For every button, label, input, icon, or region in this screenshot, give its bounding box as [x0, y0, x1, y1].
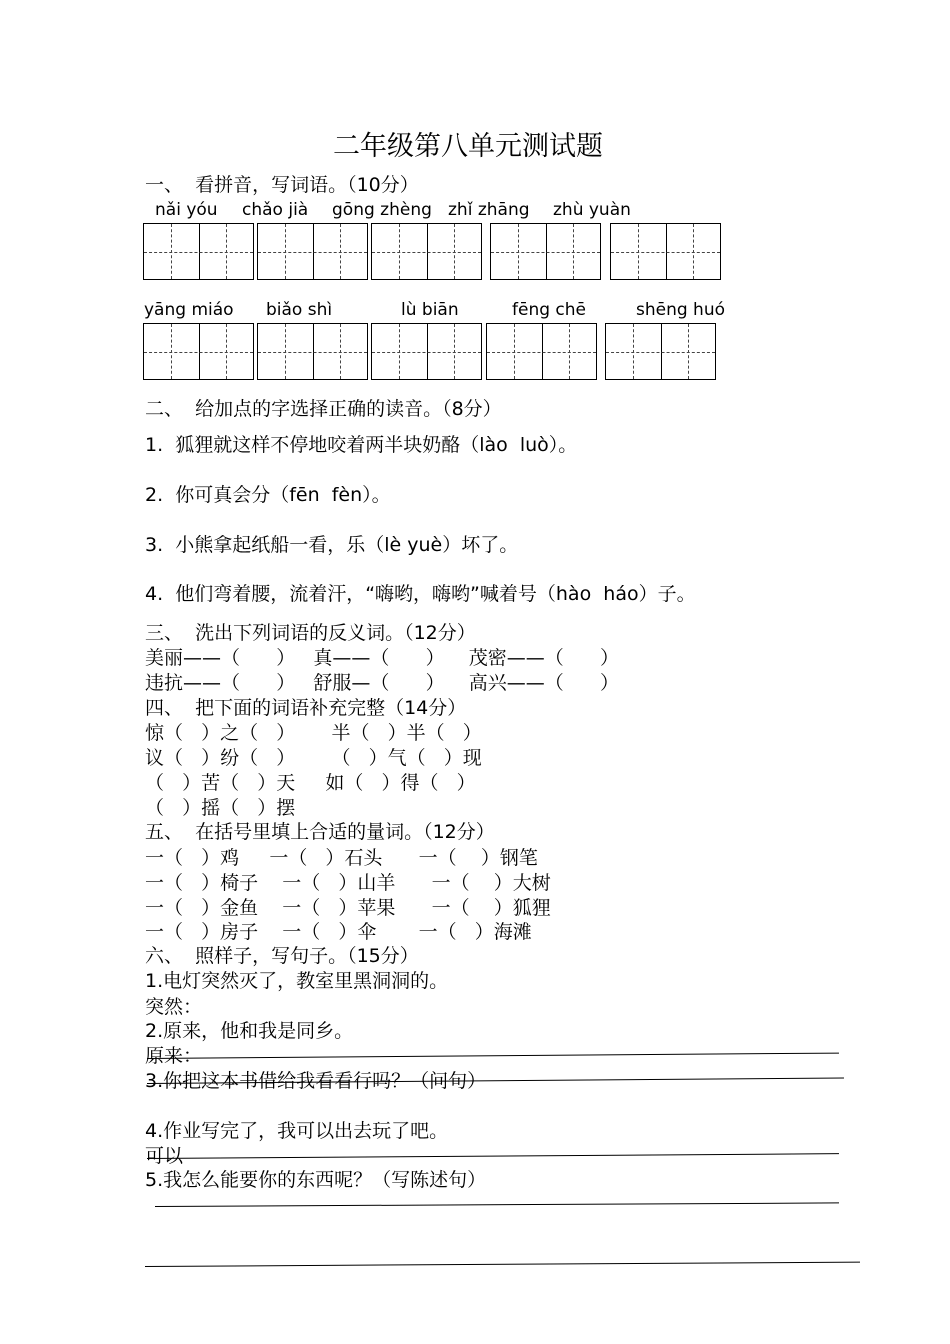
section3-heading: 三、 洗出下列词语的反义词。（12分） — [145, 622, 476, 644]
sentence-example: 2.原来，他和我是同乡。 — [145, 1020, 354, 1042]
measure-word-row: 一（ ）房子 一（ ）伞 一（ ）海滩 — [145, 921, 532, 943]
section4-heading: 四、 把下面的词语补充完整（14分） — [145, 697, 467, 719]
sentence-example: 5.我怎么能要你的东西呢？（写陈述句） — [145, 1169, 487, 1191]
question-item: 1. 狐狸就这样不停地咬着两半块奶酪（lào luò）。 — [145, 434, 578, 456]
sentence-example: 1.电灯突然灭了，教室里黑洞洞的。 — [145, 970, 449, 992]
answer-line[interactable] — [147, 1053, 839, 1059]
antonym-row: 违抗——（ ） 舒服—（ ） 高兴——（ ） — [145, 672, 619, 694]
measure-word-row: 一（ ）椅子 一（ ）山羊 一（ ）大树 — [145, 872, 551, 894]
writing-grid[interactable] — [486, 323, 597, 380]
answer-line[interactable] — [145, 1262, 860, 1267]
sentence-example: 3.你把这本书借给我看看行吗？（问句） — [145, 1070, 487, 1092]
pinyin-label: chǎo jià — [242, 200, 309, 220]
writing-grid[interactable] — [143, 323, 254, 380]
pinyin-label: gōng zhèng — [332, 200, 432, 220]
section6-heading: 六、 照样子，写句子。（15分） — [145, 945, 419, 967]
pinyin-label: yāng miáo — [144, 300, 234, 320]
writing-grid[interactable] — [490, 223, 601, 280]
writing-grid[interactable] — [605, 323, 716, 380]
question-item: 4. 他们弯着腰，流着汗，“嗨哟，嗨哟”喊着号（hào háo）子。 — [145, 583, 696, 605]
writing-grid[interactable] — [143, 223, 254, 280]
answer-line[interactable] — [155, 1202, 839, 1207]
idiom-row: 议（ ）纷（ ） （ ）气（ ）现 — [145, 747, 482, 769]
page-title: 二年级第八单元测试题 — [333, 131, 603, 162]
writing-grid[interactable] — [371, 223, 482, 280]
writing-grid[interactable] — [257, 223, 368, 280]
answer-line[interactable] — [147, 1153, 839, 1159]
sentence-prompt: 原来： — [145, 1045, 203, 1067]
measure-word-row: 一（ ）鸡 一（ ）石头 一（ ）钢笔 — [145, 847, 538, 869]
pinyin-label: shēng huó — [636, 300, 726, 320]
sentence-prompt: 可以 — [145, 1145, 184, 1167]
writing-grid[interactable] — [610, 223, 721, 280]
pinyin-label: biǎo shì — [266, 300, 333, 320]
section5-heading: 五、 在括号里填上合适的量词。（12分） — [145, 821, 495, 843]
pinyin-label: nǎi yóu — [155, 200, 218, 220]
writing-grid[interactable] — [371, 323, 482, 380]
idiom-row: 惊（ ）之（ ） 半（ ）半（ ） — [145, 722, 482, 744]
measure-word-row: 一（ ）金鱼 一（ ）苹果 一（ ）狐狸 — [145, 897, 551, 919]
sentence-example: 4.作业写完了，我可以出去玩了吧。 — [145, 1120, 449, 1142]
pinyin-label: zhǐ zhāng — [448, 200, 530, 220]
pinyin-label: zhù yuàn — [553, 200, 631, 220]
pinyin-label: lù biān — [401, 300, 459, 320]
writing-grid[interactable] — [257, 323, 368, 380]
sentence-prompt: 突然： — [145, 996, 203, 1018]
idiom-row: （ ）苦（ ）天 如（ ）得（ ） — [145, 772, 476, 794]
pinyin-label: fēng chē — [512, 300, 586, 320]
question-item: 2. 你可真会分（fēn fèn）。 — [145, 484, 391, 506]
idiom-row: （ ）摇（ ）摆 — [145, 797, 296, 819]
section2-heading: 二、 给加点的字选择正确的读音。（8分） — [145, 398, 502, 420]
section1-heading: 一、 看拼音，写词语。（10分） — [145, 174, 419, 196]
question-item: 3. 小熊拿起纸船一看，乐（lè yuè）坏了。 — [145, 534, 519, 556]
antonym-row: 美丽——（ ） 真——（ ） 茂密——（ ） — [145, 647, 619, 669]
